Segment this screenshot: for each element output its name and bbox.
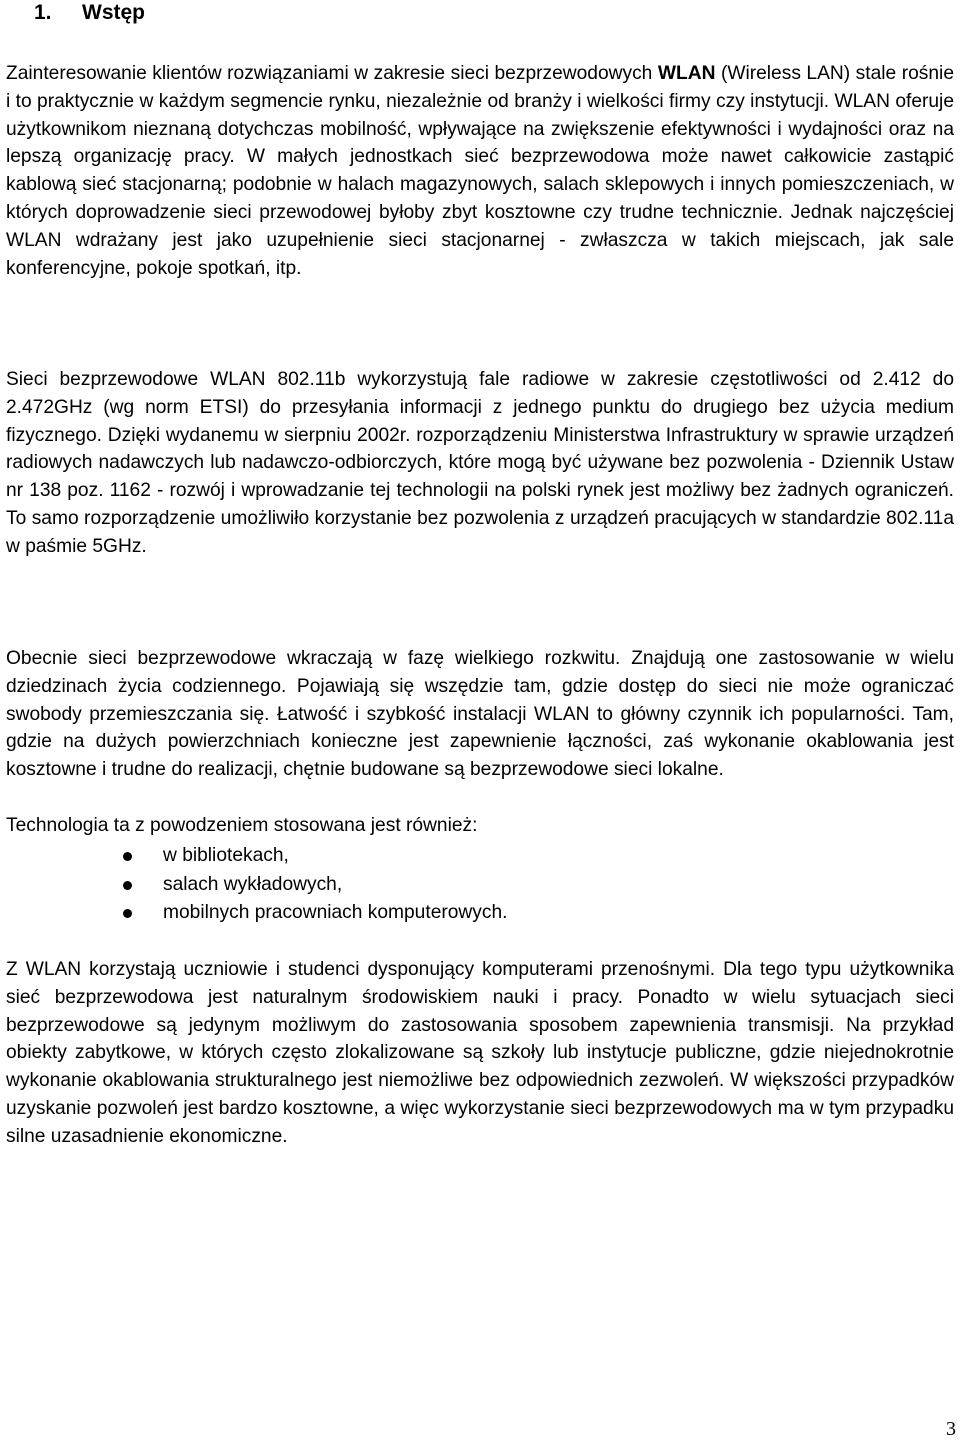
paragraph-intro-bold: WLAN [657,63,716,84]
list-item: w bibliotekach, [6,842,954,871]
paragraph-usage-intro: Technologia ta z powodzeniem stosowana jest również: [6,815,478,836]
paragraph-intro-prefix: Zainteresowanie klientów rozwiązaniami w zakresie sieci bezprzewodowych [6,63,658,84]
list-item: salach wykładowych, [6,871,954,900]
list-item: mobilnych pracowniach komputerowych. [6,899,954,928]
bullet-icon [123,881,132,890]
paragraph-students: Z WLAN korzystają uczniowie i studenci dysponujący komputerami przenośnymi. Dla tego typu użytkownika sieć bezprzewodowa jest naturalnym środowiskiem nauki i pracy. Ponadto w wielu sytuacjach sieci bezprzewodowe są jedynym możliwym do zastosowania sposobem zapewnienia transmisji. Na przykład obiekty zabytkowe, w których często zlokalizowane są szkoły lub instytucje publiczne, gdzie niejednokrotnie wykonanie okablowania strukturalnego jest niemożliwe bez odpowiednich zezwoleń. W większości przypadków uzyskanie pozwoleń jest bardzo kosztowne, a więc wykorzystanie sieci bezprzewodowych ma w tym przypadku silne uzasadnienie ekonomiczne. [6,959,954,1147]
bullet-icon [123,909,132,918]
page-number: 3 [946,1418,956,1440]
usage-list [6,842,954,928]
section-heading [34,0,145,26]
paragraph-intro [6,60,954,282]
bullet-icon [123,852,132,861]
section-number: 1. [34,1,52,24]
paragraph-intro-text: (Wireless LAN) stale rośnie i to praktycznie w każdym segmencie rynku, niezależnie od branży i wielkości firmy czy instytucji. WLAN oferuje użytkownikom nieznaną dotychczas mobilność, wpływające na zwiększenie efektywności i wydajności oraz na lepszą organizację pracy. W małych jednostkach sieć bezprzewodowa może nawet całkowicie zastąpić kablową sieć stacjonarną; podobnie w halach magazynowych, salach sklepowych i innych pomieszczeniach, w których doprowadzenie sieci przewodowej byłoby zbyt kosztowne czy trudne technicznie. Jednak najczęściej WLAN wdrażany jest jako uzupełnienie sieci stacjonarnej - zwłaszcza w takich miejscach, jak sale konferencyjne, pokoje spotkań, itp. [6,63,954,279]
paragraph-wlan-frequency: Sieci bezprzewodowe WLAN 802.11b wykorzystują fale radiowe w zakresie częstotliwości od 2.412 do 2.472GHz (wg norm ETSI) do przesyłania informacji z jednego punktu do drugiego bez użycia medium fizycznego. Dzięki wydanemu w sierpniu 2002r. rozporządzeniu Ministerstwa Infrastruktury w sprawie urządzeń radiowych nadawczych lub nadawczo-odbiorczych, które mogą być używane bez pozwolenia - Dziennik Ustaw nr 138 poz. 1162 - rozwój i wprowadzanie tej technologii na polski rynek jest możliwy bez żadnych ograniczeń. To samo rozporządzenie umożliwiło korzystanie bez pozwolenia z urządzeń pracujących w standardzie 802.11a w paśmie 5GHz. [6,369,954,557]
section-title: Wstęp [82,1,145,24]
paragraph-expansion: Obecnie sieci bezprzewodowe wkraczają w fazę wielkiego rozkwitu. Znajdują one zastosowanie w wielu dziedzinach życia codziennego. Pojawiają się wszędzie tam, gdzie dostęp do sieci nie może ograniczać swobody przemieszczania się. Łatwość i szybkość instalacji WLAN to główny czynnik ich popularności. Tam, gdzie na dużych powierzchniach konieczne jest zapewnienie łączności, zaś wykonanie okablowania jest kosztowne i trudne do realizacji, chętnie budowane są bezprzewodowe sieci lokalne. [6,648,954,781]
